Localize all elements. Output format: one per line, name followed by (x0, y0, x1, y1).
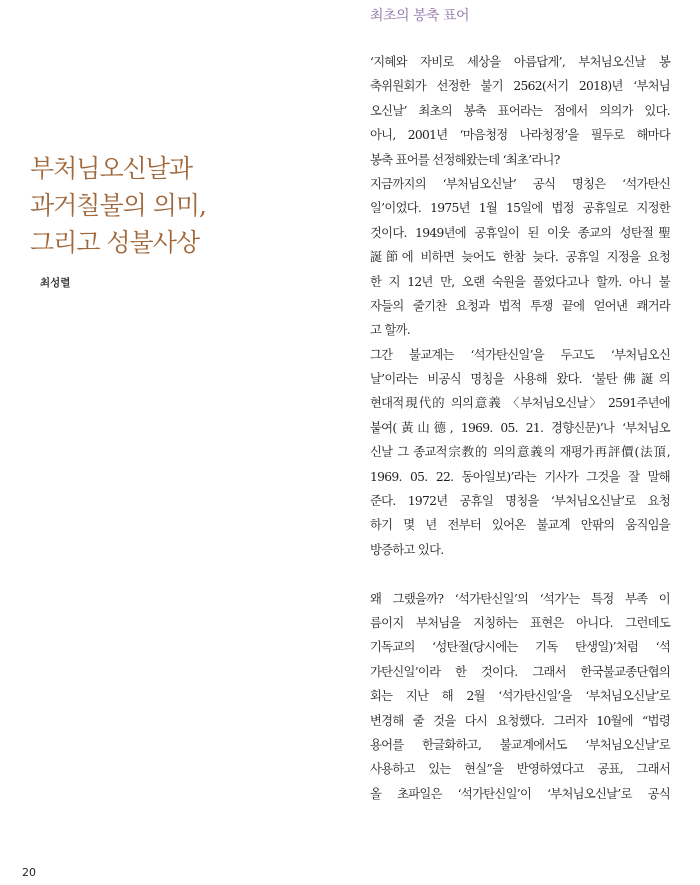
text-line: 1969. 05. 22. 동아일보)’라는 기사가 그것을 잘 말해 (370, 469, 670, 484)
text-line: 자들의 줄기찬 요청과 법적 투쟁 끝에 얻어낸 쾌거라 (370, 298, 670, 313)
text-line: 사용하고 있는 현실”을 반영하였다고 공표, 그래서 (370, 762, 670, 777)
article-title-line: 부처님오신날과 (30, 154, 193, 183)
text-line: 것이다. 1949년에 공휴일이 된 이웃 종교의 성탄절聖 (370, 225, 670, 240)
text-line: 왜 그랬을까? ‘석가탄신일’의 ‘석가’는 특정 부족 이 (370, 591, 670, 606)
text-line: 현대적現代的 의의意義 〈부처님오신날〉 2591주년에 (370, 396, 670, 411)
text-line: 붙여(黃山德, 1969. 05. 21. 경향신문)’나 ‘부처님오 (370, 420, 670, 435)
article-title-line: 과거칠불의 의미, (30, 191, 206, 220)
author-name: 최성렬 (40, 277, 71, 289)
text-line: 올 초파일은 ‘석가탄신일’이 ‘부처님오신날’로 공식 (370, 786, 670, 801)
text-line: 고 할까. (370, 323, 410, 338)
page-number: 20 (22, 866, 36, 879)
article-title (30, 150, 330, 261)
text-line: 가탄신일’이라 한 것이다. 그래서 한국불교종단협의 (370, 664, 670, 679)
text-line: 誕節에 비하면 늦어도 한참 늦다. 공휴일 지정을 요청 (370, 250, 670, 265)
paragraph-gap (370, 562, 670, 586)
text-line: 신날 그 종교적宗教的 의의意義의 재평가再評價(法頂, (370, 445, 670, 460)
article-title-line: 그리고 성불사상 (30, 228, 199, 257)
text-line: 지금까지의 ‘부처님오신날’ 공식 명칭은 ‘석가탄신 (370, 176, 670, 191)
text-line: 름이지 부처님을 지칭하는 표현은 아니다. 그런데도 (370, 615, 670, 630)
text-line: 기독교의 ‘성탄절(당시에는 기독 탄생일)’처럼 ‘석 (370, 640, 670, 655)
text-line: 방증하고 있다. (370, 542, 444, 557)
text-line: 날’이라는 비공식 명칭을 사용해 왔다. ‘불탄佛誕의 (370, 372, 670, 387)
text-line: 변경해 줄 것을 다시 요청했다. 그러자 10월에 “법령 (370, 713, 670, 728)
text-line: 용어를 한글화하고, 불교계에서도 ‘부처님오신날’로 (370, 737, 670, 752)
text-line: 일’이었다. 1975년 1월 15일에 법정 공휴일로 지정한 (370, 201, 670, 216)
text-line: 축위원회가 선정한 불기 2562(서기 2018)년 ‘부처님 (370, 79, 670, 94)
text-line: 한 지 12년 만, 오랜 숙원을 풀었다고나 할까. 아니 불 (370, 274, 670, 289)
text-line: 아니, 2001년 ‘마음청정 나라청정’을 필두로 해마다 (370, 128, 670, 143)
text-line: 준다. 1972년 공휴일 명칭을 ‘부처님오신날’로 요청 (370, 494, 670, 509)
text-line: 그간 불교계는 ‘석가탄신일’을 두고도 ‘부처님오신 (370, 347, 670, 362)
paragraph (370, 50, 670, 562)
paragraph (370, 587, 670, 807)
text-line: 회는 지난 해 2월 ‘석가탄신일’을 ‘부처님오신날’로 (370, 689, 670, 704)
text-line: 하기 몇 년 전부터 있어온 불교계 안팎의 움직임을 (370, 518, 670, 533)
section-heading: 최초의 봉축 표어 (370, 8, 470, 24)
article-body (370, 50, 670, 806)
text-line: 오신날’ 최초의 봉축 표어라는 점에서 의의가 있다. (370, 103, 670, 118)
text-line: 봉축 표어를 선정해왔는데 ‘최초’라니? (370, 152, 560, 167)
text-line: ‘지혜와 자비로 세상을 아름답게’, 부처님오신날 봉 (370, 55, 670, 69)
